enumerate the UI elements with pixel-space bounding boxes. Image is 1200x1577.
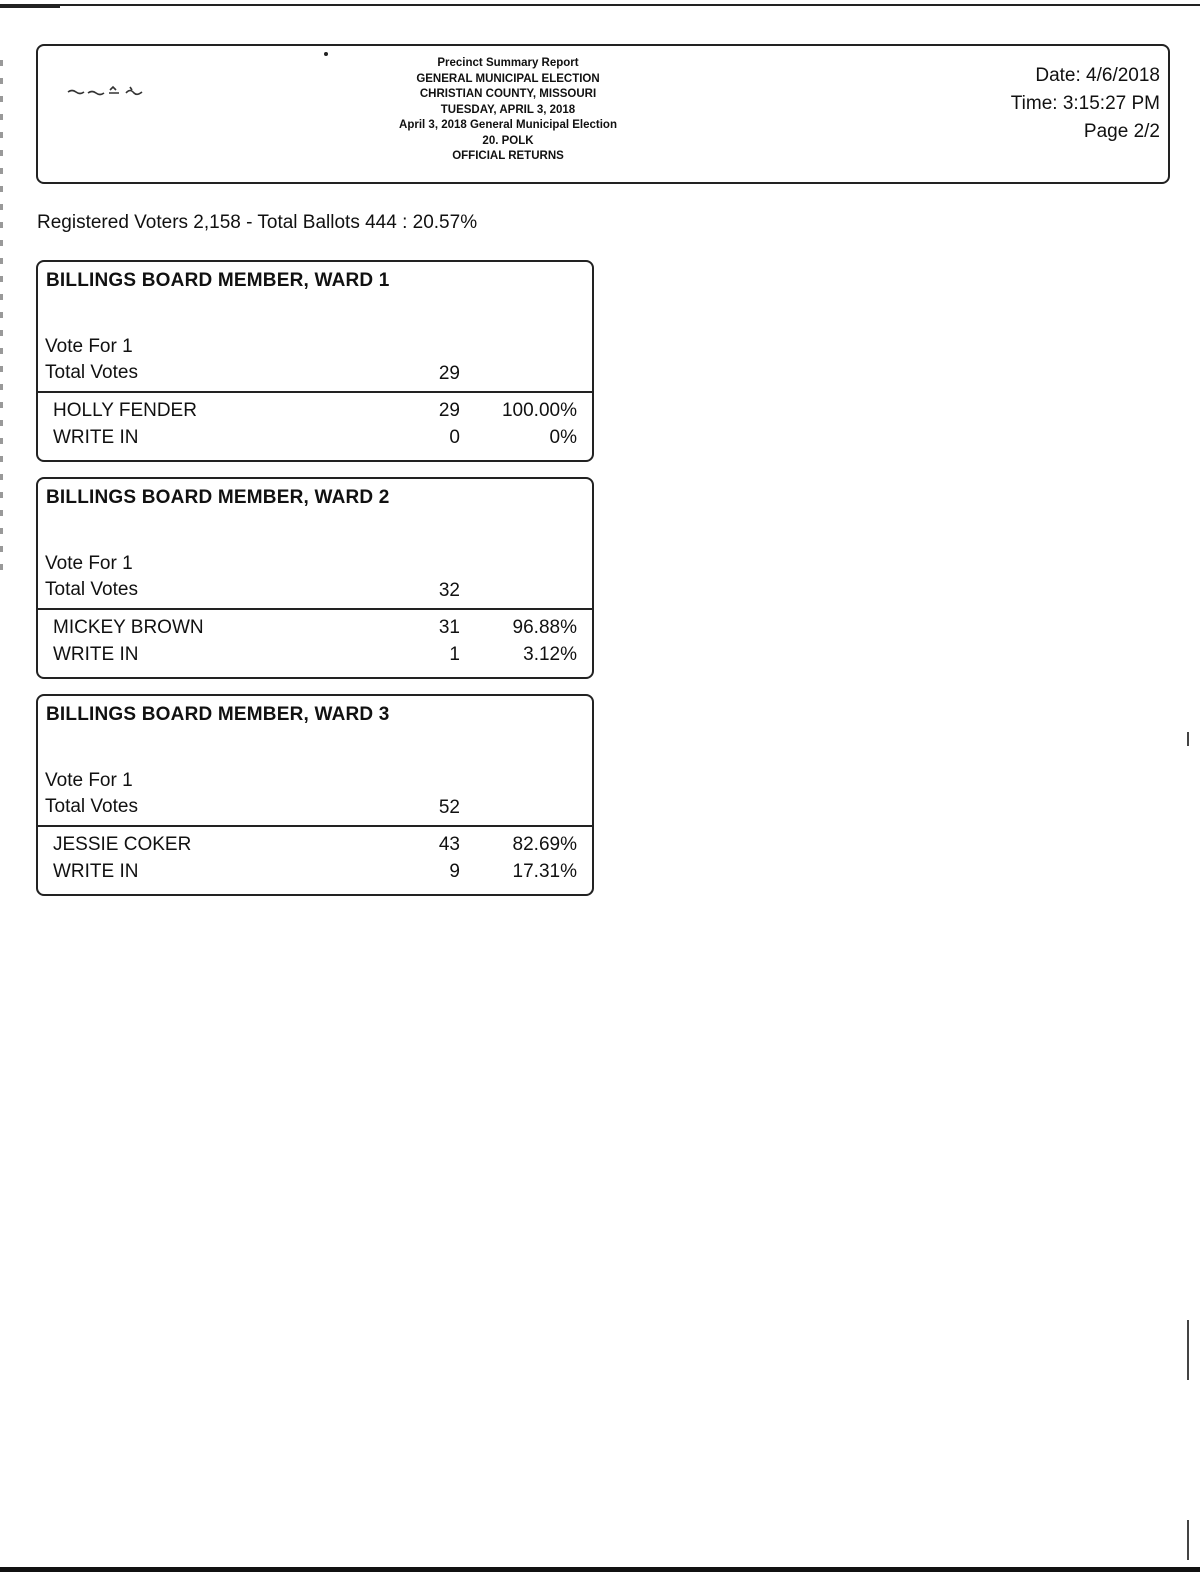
candidate-name: WRITE IN bbox=[53, 644, 139, 665]
election-name: GENERAL MUNICIPAL ELECTION bbox=[416, 72, 600, 85]
report-meta bbox=[1011, 62, 1160, 146]
county-logo-icon bbox=[66, 84, 146, 98]
election-date: TUESDAY, APRIL 3, 2018 bbox=[440, 103, 576, 116]
scan-left-edge bbox=[0, 60, 3, 580]
candidate-name: MICKEY BROWN bbox=[53, 617, 204, 638]
county-name: CHRISTIAN COUNTY, MISSOURI bbox=[419, 88, 597, 100]
candidate-votes: 29 bbox=[438, 400, 460, 421]
total-votes-value: 29 bbox=[438, 363, 460, 384]
scan-right-mark bbox=[1187, 1320, 1189, 1380]
turnout-summary: Registered Voters 2,158 - Total Ballots 444 : 20.57% bbox=[37, 212, 478, 233]
report-title: Precinct Summary Report bbox=[437, 57, 579, 69]
total-votes-label: Total Votes bbox=[45, 362, 138, 383]
vote-for-label: Vote For 1 bbox=[45, 553, 133, 574]
candidate-percent: 0% bbox=[549, 427, 577, 448]
page-number: Page 2/2 bbox=[1083, 121, 1160, 142]
contest-title: BILLINGS BOARD MEMBER, WARD 3 bbox=[46, 704, 390, 725]
candidate-votes: 1 bbox=[449, 644, 460, 665]
total-votes-label: Total Votes bbox=[45, 579, 138, 600]
candidate-percent: 82.69% bbox=[512, 834, 577, 855]
candidate-row bbox=[53, 427, 577, 453]
total-votes-label: Total Votes bbox=[45, 796, 138, 817]
candidate-percent: 17.31% bbox=[512, 861, 577, 882]
contest-title: BILLINGS BOARD MEMBER, WARD 2 bbox=[46, 487, 390, 508]
contest-box bbox=[36, 477, 594, 679]
candidate-row bbox=[53, 400, 577, 426]
scan-right-mark bbox=[1187, 1520, 1189, 1560]
candidate-row bbox=[53, 861, 577, 887]
divider bbox=[38, 825, 592, 827]
contest-box bbox=[36, 694, 594, 896]
candidate-votes: 31 bbox=[438, 617, 460, 638]
scan-top-line bbox=[0, 4, 1200, 6]
report-header bbox=[36, 44, 1170, 184]
candidate-row bbox=[53, 644, 577, 670]
report-title-block bbox=[338, 56, 678, 165]
candidate-name: JESSIE COKER bbox=[53, 834, 192, 855]
contest-box bbox=[36, 260, 594, 462]
contest-title: BILLINGS BOARD MEMBER, WARD 1 bbox=[46, 270, 390, 291]
precinct-name: 20. POLK bbox=[482, 134, 534, 147]
candidate-percent: 3.12% bbox=[523, 644, 577, 665]
election-description: April 3, 2018 General Municipal Election bbox=[399, 119, 617, 131]
candidate-votes: 43 bbox=[438, 834, 460, 855]
total-votes-value: 32 bbox=[438, 580, 460, 601]
candidate-name: HOLLY FENDER bbox=[53, 400, 197, 421]
returns-status: OFFICIAL RETURNS bbox=[452, 150, 564, 162]
candidate-percent: 96.88% bbox=[512, 617, 577, 638]
candidate-votes: 0 bbox=[449, 427, 460, 448]
scan-right-mark bbox=[1187, 732, 1189, 746]
scan-bottom-line bbox=[0, 1567, 1200, 1572]
total-votes-value: 52 bbox=[438, 797, 460, 818]
report-time: Time: 3:15:27 PM bbox=[1010, 93, 1160, 114]
vote-for-label: Vote For 1 bbox=[45, 770, 133, 791]
candidate-name: WRITE IN bbox=[53, 427, 139, 448]
candidate-row bbox=[53, 834, 577, 860]
candidate-row bbox=[53, 617, 577, 643]
divider bbox=[38, 391, 592, 393]
candidate-percent: 100.00% bbox=[501, 400, 577, 421]
scan-dot bbox=[324, 52, 328, 56]
vote-for-label: Vote For 1 bbox=[45, 336, 133, 357]
report-date: Date: 4/6/2018 bbox=[1035, 65, 1160, 86]
divider bbox=[38, 608, 592, 610]
candidate-name: WRITE IN bbox=[53, 861, 139, 882]
candidate-votes: 9 bbox=[449, 861, 460, 882]
